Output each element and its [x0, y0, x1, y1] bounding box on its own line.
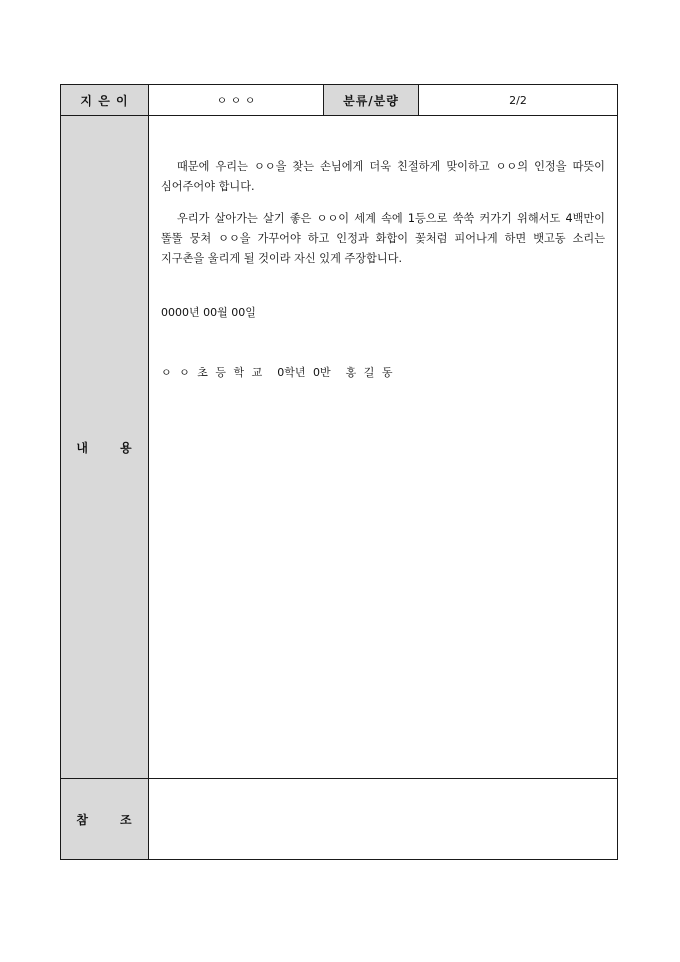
reference-label: 참 조 [61, 779, 149, 860]
author-value: ㅇ ㅇ ㅇ [149, 85, 324, 116]
author-label: 지 은 이 [61, 85, 149, 116]
content-paragraph-1: 때문에 우리는 ㅇㅇ을 찾는 손님에게 더욱 친절하게 맞이하고 ㅇㅇ의 인정을 따뜻이 심어주어야 합니다. [161, 160, 605, 193]
content-paragraph-2: 우리가 살아가는 살기 좋은 ㅇㅇ이 세계 속에 1등으로 쑥쑥 커가기 위해서도 4백만이 똘똘 뭉쳐 ㅇㅇ을 가꾸어야 하고 인정과 화합이 꽃처럼 피어나게 하면 뱃고동 소리는 지구촌을 울리게 될 것이라 자신 있게 주장합니다. [161, 212, 605, 265]
header-row [61, 85, 618, 116]
reference-row [61, 779, 618, 860]
reference-value [149, 779, 618, 860]
category-label: 분류/분량 [324, 85, 419, 116]
signature-line: ㅇ ㅇ 초 등 학 교 0학년 0반 홍 길 동 [161, 366, 393, 379]
date-line: 0000년 00월 00일 [161, 306, 256, 319]
content-label: 내 용 [61, 116, 149, 779]
content-body [149, 116, 618, 779]
composition-form-table [60, 84, 618, 860]
content-row [61, 116, 618, 779]
category-value: 2/2 [419, 85, 618, 116]
